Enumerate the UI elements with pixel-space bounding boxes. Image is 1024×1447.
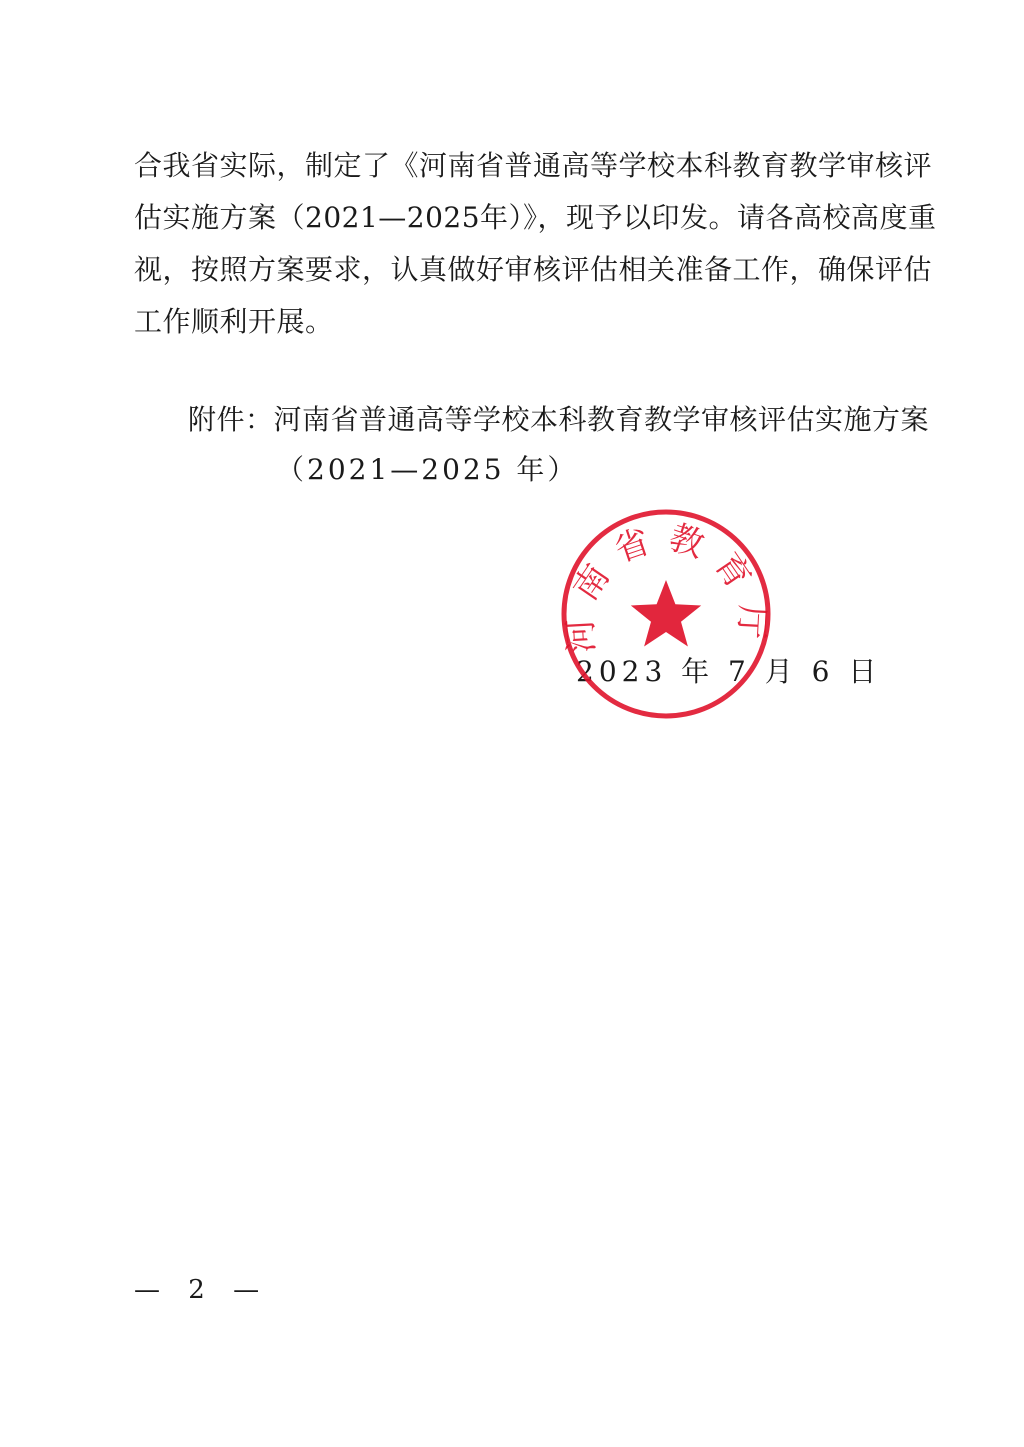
attachment-title-continued: （2021—2025 年）: [276, 453, 579, 486]
body-text-line: 估实施方案（2021—2025年）》，现予以印发。请各高校高度重: [134, 201, 937, 234]
body-text-line: 视，按照方案要求，认真做好审核评估相关准备工作，确保评估: [134, 253, 933, 286]
page-number: — 2 —: [134, 1275, 270, 1305]
official-seal-stamp: [560, 508, 772, 720]
attachment-title: 附件：河南省普通高等学校本科教育教学审核评估实施方案: [188, 403, 930, 436]
seal-star-icon: [631, 580, 701, 647]
body-text-line: 合我省实际，制定了《河南省普通高等学校本科教育教学审核评: [134, 149, 933, 182]
svg-text:河南省教育厅: 河南省教育厅: [560, 517, 772, 655]
issue-date: 2023 年 7 月 6 日: [576, 655, 882, 688]
body-text-line: 工作顺利开展。: [134, 305, 334, 338]
